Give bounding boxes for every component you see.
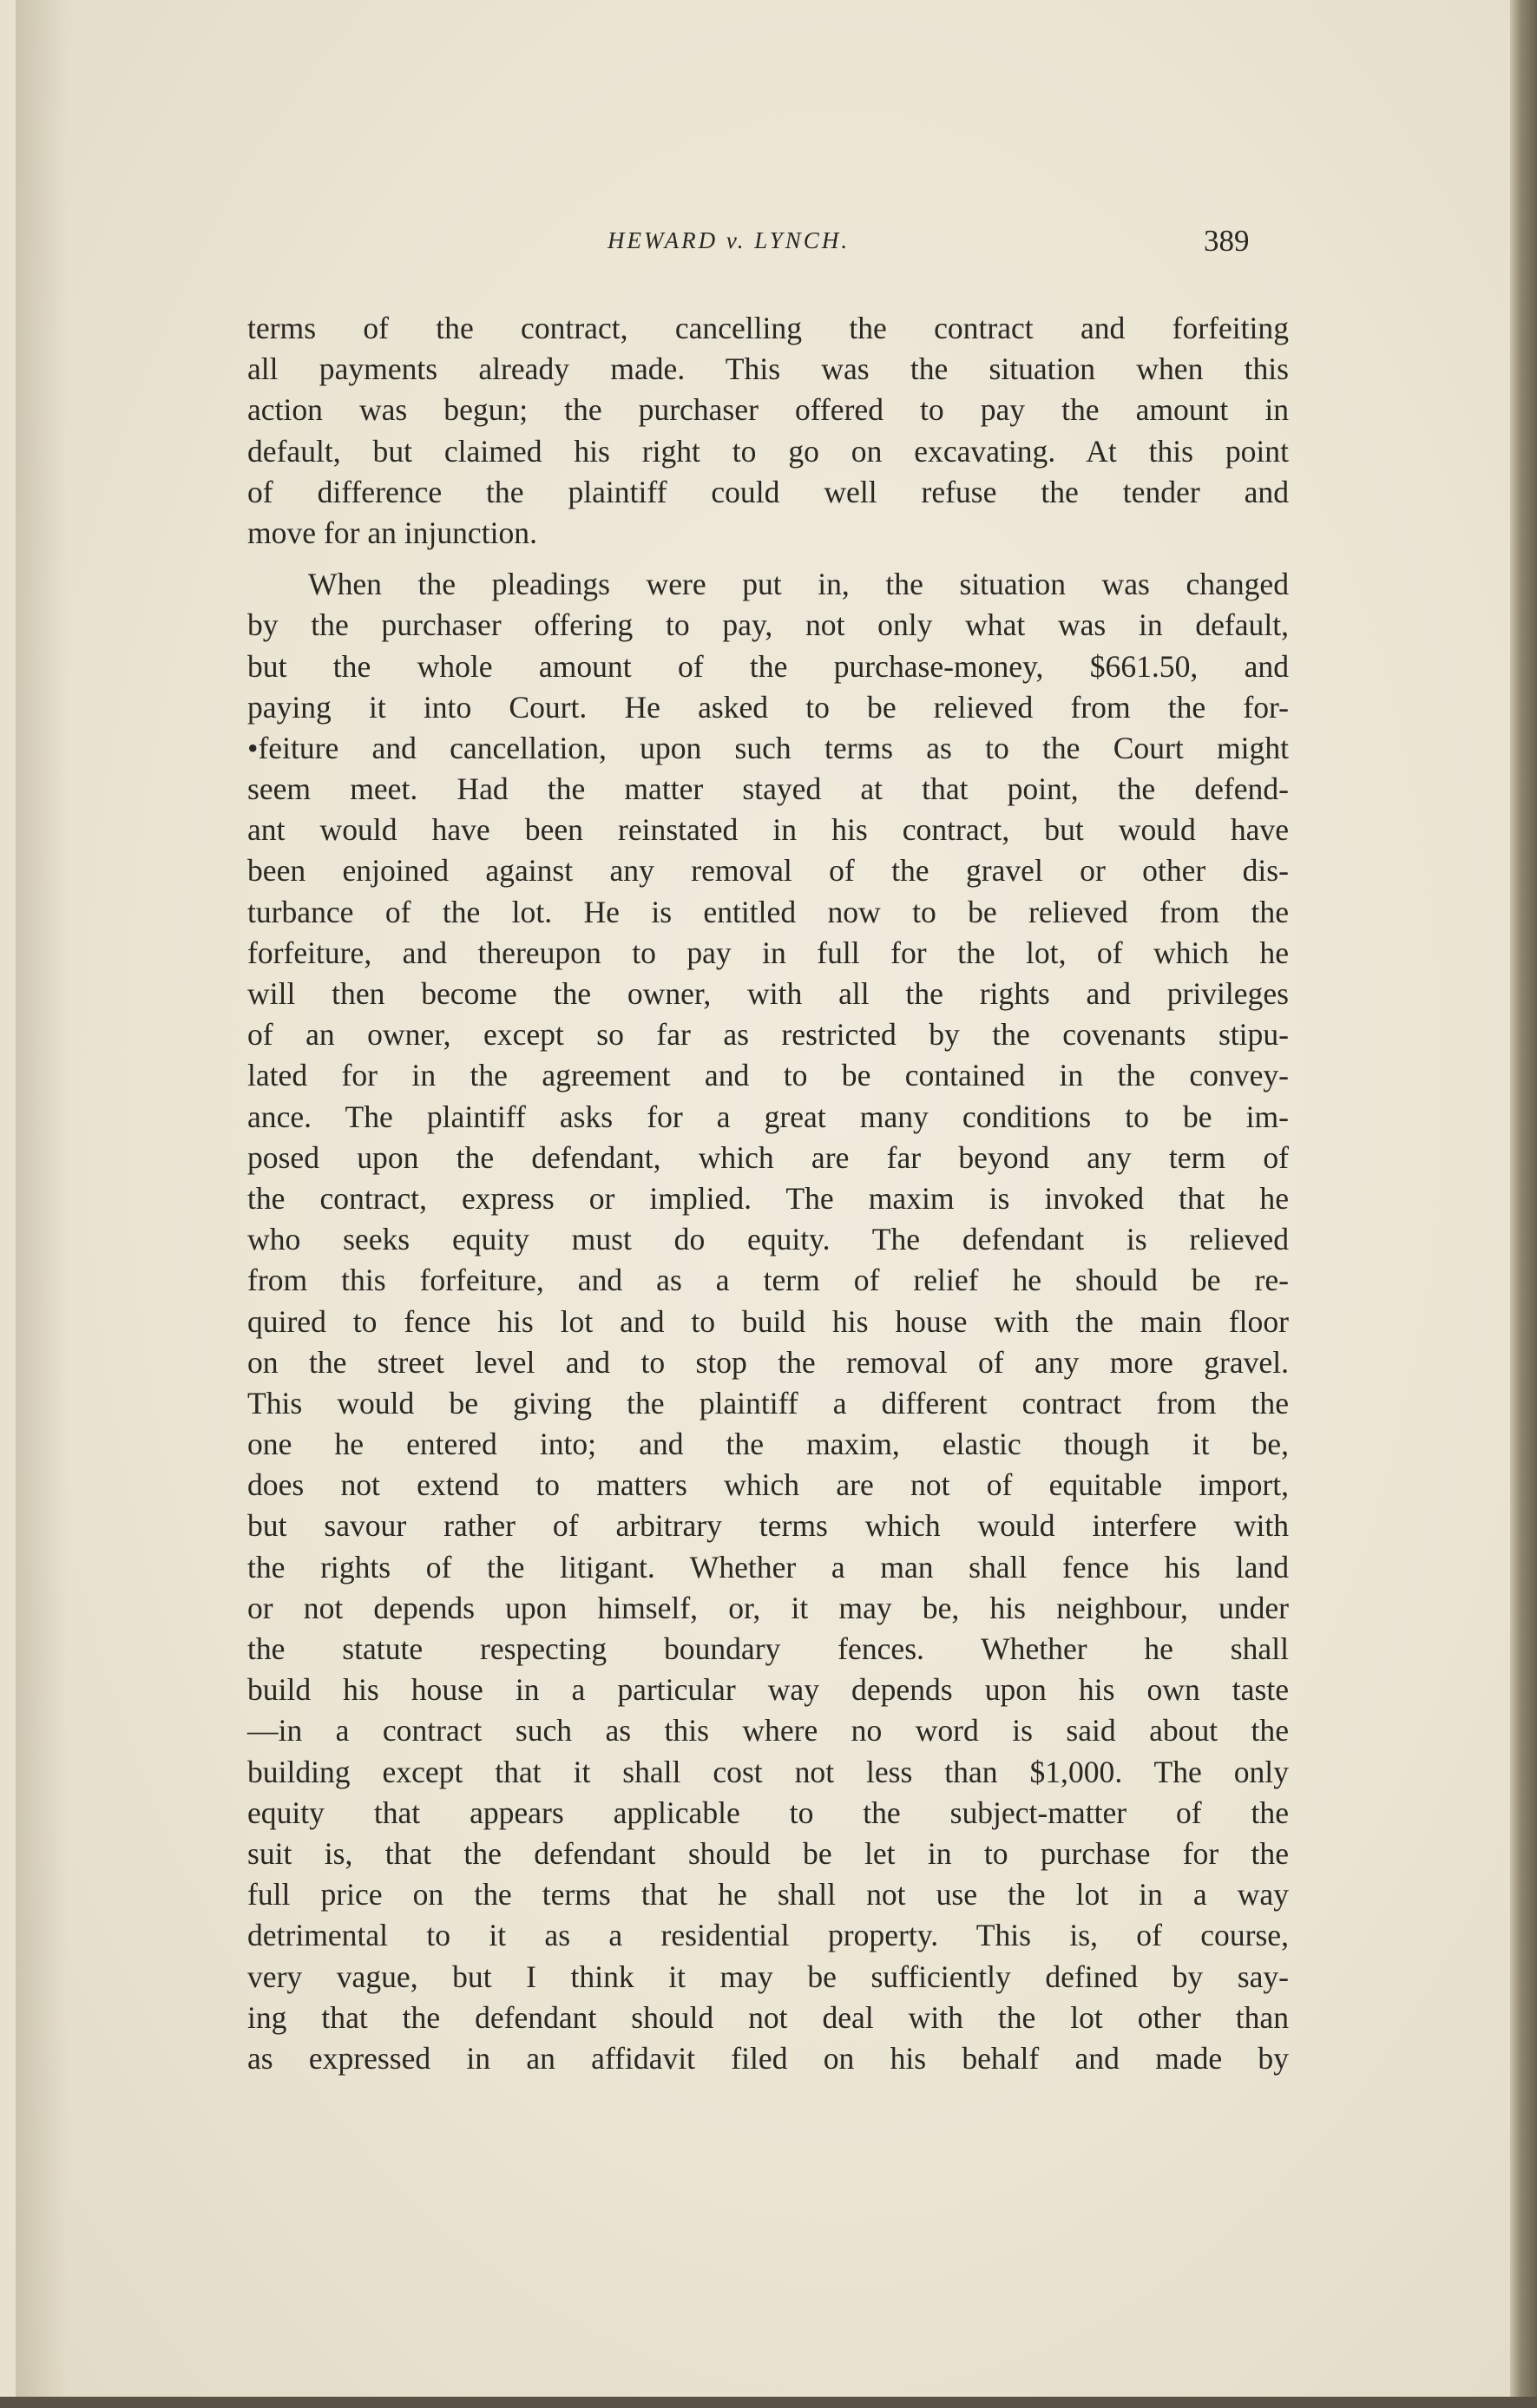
text-line: turbance of the lot. He is entitled now to be relieved from the bbox=[247, 894, 1289, 929]
text-line: on the street level and to stop the removal of any more gravel. bbox=[247, 1344, 1289, 1380]
text-line: the rights of the litigant. Whether a man shall fence his land bbox=[247, 1549, 1289, 1585]
text-line: been enjoined against any removal of the gravel or other dis- bbox=[247, 853, 1289, 889]
text-line: of difference the plaintiff could well refuse the tender and bbox=[247, 474, 1289, 509]
page-edge-right bbox=[1510, 0, 1537, 2408]
text-line: move for an injunction. bbox=[247, 515, 537, 550]
page-edge-bottom bbox=[0, 2397, 1537, 2408]
running-head bbox=[0, 224, 1537, 276]
text-line: full price on the terms that he shall not use the lot in a way bbox=[247, 1877, 1289, 1913]
text-line: forfeiture, and thereupon to pay in full for the lot, of which he bbox=[247, 935, 1289, 970]
text-line: When the pleadings were put in, the situation was changed bbox=[308, 567, 1289, 602]
text-line: default, but claimed his right to go on excavating. At this point bbox=[247, 433, 1289, 469]
text-line: paying it into Court. He asked to be relieved from the for- bbox=[247, 689, 1289, 725]
text-line: This would be giving the plaintiff a different contract from the bbox=[247, 1385, 1289, 1421]
text-line: suit is, that the defendant should be let in to purchase for the bbox=[247, 1835, 1289, 1871]
text-line: build his house in a particular way depends upon his own taste bbox=[247, 1672, 1289, 1708]
text-line: lated for in the agreement and to be contained in the convey- bbox=[247, 1058, 1289, 1093]
text-line: who seeks equity must do equity. The defendant is relieved bbox=[247, 1222, 1289, 1257]
text-line: —in a contract such as this where no word is said about the bbox=[247, 1713, 1289, 1749]
text-line: as expressed in an affidavit filed on his behalf and made by bbox=[247, 2040, 1289, 2076]
text-line: by the purchaser offering to pay, not only what was in default, bbox=[247, 607, 1289, 643]
text-line: one he entered into; and the maxim, elastic though it be, bbox=[247, 1427, 1289, 1462]
paragraph-gap bbox=[247, 554, 1289, 564]
text-line: the statute respecting boundary fences. Whether he shall bbox=[247, 1631, 1289, 1666]
text-line: but the whole amount of the purchase-money, $661.50, and bbox=[247, 648, 1289, 684]
text-line: the contract, express or implied. The maxim is invoked that he bbox=[247, 1180, 1289, 1216]
text-line: seem meet. Had the matter stayed at that point, the defend- bbox=[247, 771, 1289, 807]
text-line: ing that the defendant should not deal with the lot other than bbox=[247, 1999, 1289, 2035]
text-line: terms of the contract, cancelling the contract and forfeiting bbox=[247, 311, 1289, 345]
text-line: very vague, but I think it may be sufficiently defined by say- bbox=[247, 1959, 1289, 1994]
text-line: does not extend to matters which are not of equitable import, bbox=[247, 1467, 1289, 1503]
text-line: quired to fence his lot and to build his house with the main floor bbox=[247, 1303, 1289, 1339]
text-line: detrimental to it as a residential property. This is, of course, bbox=[247, 1918, 1289, 1953]
text-line: all payments already made. This was the situation when this bbox=[247, 351, 1289, 387]
text-line: but savour rather of arbitrary terms which would interfere with bbox=[247, 1508, 1289, 1544]
text-line: or not depends upon himself, or, it may be, his neighbour, under bbox=[247, 1590, 1289, 1625]
text-line: action was begun; the purchaser offered to pay the amount in bbox=[247, 392, 1289, 428]
text-line: ance. The plaintiff asks for a great many conditions to be im- bbox=[247, 1099, 1289, 1134]
body-text bbox=[247, 308, 1289, 2079]
text-line: ant would have been reinstated in his contract, but would have bbox=[247, 812, 1289, 848]
text-line: posed upon the defendant, which are far beyond any term of bbox=[247, 1139, 1289, 1175]
text-line: will then become the owner, with all the rights and privileges bbox=[247, 976, 1289, 1011]
binding-shadow bbox=[16, 0, 68, 2397]
text-line: from this forfeiture, and as a term of relief he should be re- bbox=[247, 1263, 1289, 1298]
paragraph-2 bbox=[247, 564, 1289, 2079]
case-title: HEWARD v. LYNCH. bbox=[608, 227, 851, 253]
text-line: equity that appears applicable to the subject-matter of the bbox=[247, 1795, 1289, 1830]
text-line: •feiture and cancellation, upon such terms as to the Court might bbox=[247, 730, 1289, 765]
paragraph-1 bbox=[247, 308, 1289, 554]
text-line: building except that it shall cost not less than $1,000. The only bbox=[247, 1754, 1289, 1789]
text-line: of an owner, except so far as restricted by the covenants stipu- bbox=[247, 1017, 1289, 1053]
page-number: 389 bbox=[1204, 224, 1250, 258]
